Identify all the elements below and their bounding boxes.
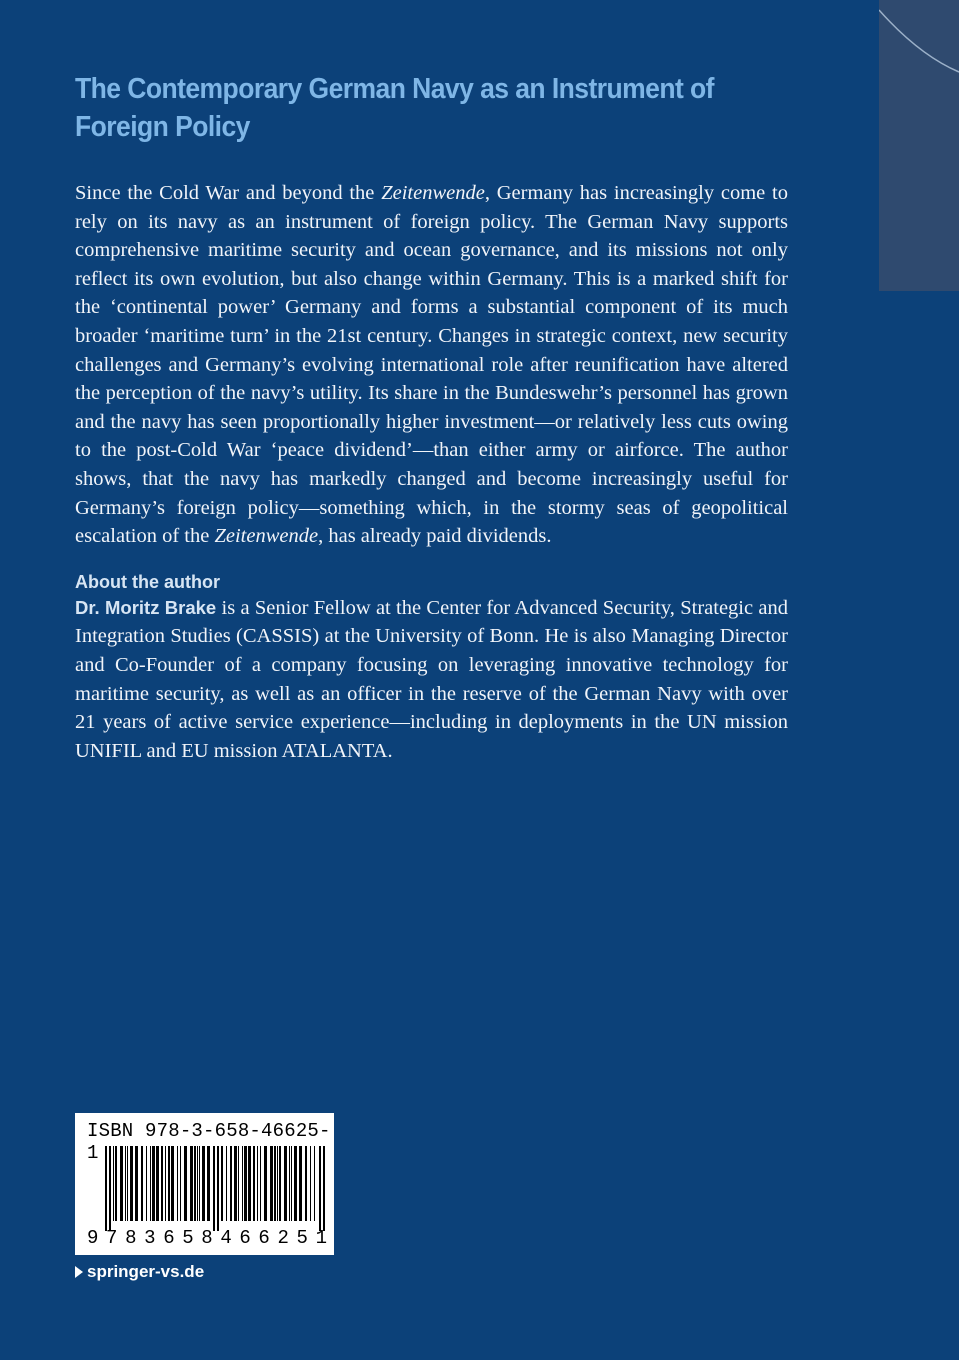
barcode-bar [274,1146,276,1221]
barcode-bar [319,1146,321,1231]
barcode-bar [165,1146,166,1221]
barcode-bar [202,1146,205,1221]
barcode-digit: 4 [220,1227,232,1249]
barcode-digit: 8 [125,1227,137,1249]
barcode-bar [168,1146,170,1221]
barcode-digit: 6 [258,1227,270,1249]
barcode-bar [257,1146,258,1221]
barcode-bar [184,1146,187,1221]
barcode-bar [190,1146,193,1221]
barcode-bar [156,1146,159,1221]
barcode-bar [130,1146,133,1221]
barcode-bar [323,1146,325,1231]
barcode-digit: 3 [144,1227,156,1249]
book-title: The Contemporary German Navy as an Instrument of Foreign Policy [75,73,714,143]
barcode-digit: 6 [163,1227,175,1249]
about-author-heading: About the author [75,571,220,592]
publisher-website[interactable]: springer-vs.de [75,1262,204,1282]
barcode-bar [109,1146,111,1231]
barcode-bar [238,1146,239,1221]
barcode-bar [135,1146,138,1221]
barcode-bar [294,1146,297,1221]
barcode-bar [177,1146,178,1221]
barcode-bar [291,1146,292,1221]
barcode-bar [197,1146,198,1221]
corner-decoration-panel [879,0,959,291]
barcode-bar [115,1146,117,1221]
barcode-bar [199,1146,200,1221]
barcode-bar [161,1146,163,1221]
barcode-bar [141,1146,143,1221]
barcode-bar [207,1146,210,1221]
barcode-bar [113,1146,114,1221]
barcode-bar [289,1146,290,1221]
barcode-bar [277,1146,278,1221]
barcode-bar [248,1146,251,1221]
barcode-bar [213,1146,215,1231]
isbn-barcode [75,1113,334,1255]
back-cover-content [75,70,788,765]
barcode-digit: 6 [239,1227,251,1249]
isbn-label: ISBN 978-3-658-46625-1 [87,1120,331,1164]
barcode-bar [264,1146,267,1221]
barcode-bar [171,1146,174,1221]
barcode-bar [221,1146,223,1221]
barcode-bar [270,1146,273,1221]
barcode-bar [120,1146,123,1221]
barcode-bar [279,1146,281,1221]
arrow-right-icon [75,1266,83,1278]
barcode-digits [87,1227,327,1249]
barcode-bar [127,1146,128,1221]
barcode-bar [217,1146,219,1231]
book-blurb: Since the Cold War and beyond the Zeitenwende, Germany has increasingly come to rely on its navy as an instrument of foreign policy. The German Navy supports comprehensive maritime security and ocean governance, and its missions not only reflect its own evolution, but also change within Germany. This is a marked shift for the ‘continental power’ Germany and forms a substantial component of its much broader ‘maritime turn’ in the 21st century. Changes in strategic context, new security challenges and Germany’s evolving international role after reunification have altered the perception of the navy’s utility. Its share in the Bundeswehr’s personnel has grown and the navy has seen proportionally higher investment—or relatively less cuts owing to the post-Cold War ‘peace dividend’—than either army or airforce. The author shows, that the navy has markedly changed and become increasingly useful for Germany’s foreign policy—something which, in the stormy seas of geopolitical escalation of the Zeitenwende, has already paid dividends. [75,182,788,548]
barcode-bar [284,1146,287,1221]
barcode-bar [105,1146,107,1231]
barcode-bar [244,1146,247,1221]
barcode-bar [253,1146,255,1221]
barcode-bar [230,1146,232,1221]
barcode-bar [150,1146,151,1221]
author-name: Dr. Moritz Brake [75,596,217,618]
barcode-bar [152,1146,155,1221]
barcode-digit: 7 [106,1227,118,1249]
barcode-digit: 2 [277,1227,289,1249]
barcode-digit: 5 [296,1227,308,1249]
barcode-bar [226,1146,227,1221]
barcode-bar [305,1146,307,1221]
barcode-bar [194,1146,196,1221]
about-author-text: Dr. Moritz Brake is a Senior Fellow at the Center for Advanced Security, Strategic and Integration Studies (CASSIS) at the University of Bonn. He is also Managing Director and Co-Founder of a company focusing on leveraging innovative technology for maritime security, as well as an officer in the reserve of the German Navy with over 21 years of active service experience—including in deployments in the UN mission UNIFIL and EU mission ATALANTA. [75,596,788,762]
barcode-bar [260,1146,261,1221]
barcode-bar [234,1146,237,1221]
barcode-digit: 8 [201,1227,213,1249]
barcode-bar [314,1146,315,1221]
barcode-bar [146,1146,147,1221]
barcode-bar [125,1146,126,1221]
barcode-digit: 5 [182,1227,194,1249]
barcode-bar [180,1146,181,1221]
barcode-bar [242,1146,243,1221]
barcode-digit: 1 [315,1227,327,1249]
curve-line-icon [879,0,959,291]
barcode-digit: 9 [87,1227,99,1249]
barcode-bar [310,1146,311,1221]
barcode-bar [299,1146,302,1221]
